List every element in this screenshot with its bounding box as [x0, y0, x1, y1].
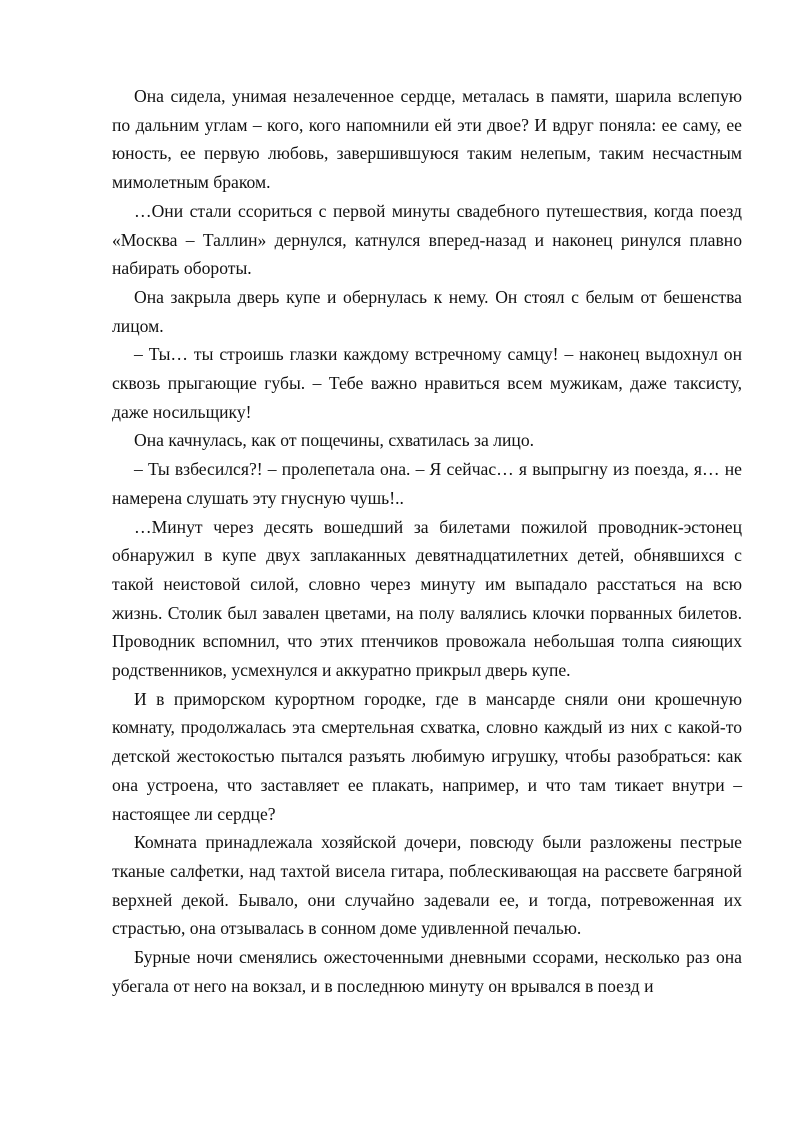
paragraph: Она качнулась, как от пощечины, схватилась за лицо.: [134, 430, 535, 451]
paragraph: …Минут через десять вошедший за билетами пожилой проводник-эстонец обнаружил в купе двух заплаканных девятнадцатилетних детей, обнявшихся с такой неистовой силой, словно через минуту им выпадало расстаться на всю жизнь. Столик был завален цветами, на полу валялись клочки порванных билетов. Проводник вспомнил, что этих птенчиков провожала небольшая толпа сияющих родственников, усмехнулся и аккуратно прикрыл дверь купе.: [112, 516, 742, 681]
text-body: [112, 82, 742, 1001]
paragraph: – Ты… ты строишь глазки каждому встречному самцу! – наконец выдохнул он сквозь прыгающие губы. – Тебе важно нравиться всем мужикам, даже таксисту, даже носильщику!: [112, 344, 742, 422]
paragraph: – Ты взбесился?! – пролепетала она. – Я сейчас… я выпрыгну из поезда, я… не намерена слушать эту гнусную чушь!..: [112, 459, 742, 508]
paragraph: Она закрыла дверь купе и обернулась к нему. Он стоял с белым от бешенства лицом.: [112, 286, 742, 336]
paragraph: Она сидела, унимая незалеченное сердце, металась в памяти, шарила вслепую по дальним углам – кого, кого напомнили ей эти двое? И вдруг поняла: ее саму, ее юность, ее первую любовь, завершившуюся таким нелепым, таким несчастным мимолетным браком.: [112, 86, 742, 193]
paragraph: Бурные ночи сменялись ожесточенными дневными ссорами, несколько раз она убегала от него на вокзал, и в последнюю минуту он врывался в поезд и: [112, 947, 742, 996]
paragraph: …Они стали ссориться с первой минуты свадебного путешествия, когда поезд «Москва – Таллин» дернулся, катнулся вперед-назад и наконец ринулся плавно набирать обороты.: [112, 200, 742, 279]
paragraph: И в приморском курортном городке, где в мансарде сняли они крошечную комнату, продолжалась эта смертельная схватка, словно каждый из них с какой-то детской жестокостью пытался разъять любимую игрушку, чтобы разобраться: как она устроена, что заставляет ее плакать, например, и что там тикает внутри – настоящее ли сердце?: [112, 688, 742, 824]
paragraph: Комната принадлежала хозяйской дочери, повсюду были разложены пестрые тканые салфетки, над тахтой висела гитара, поблескивающая на рассвете багряной верхней декой. Бывало, они случайно задевали ее, и тогда, потревоженная их страстью, она отзывалась в сонном доме удивленной печалью.: [112, 832, 742, 939]
